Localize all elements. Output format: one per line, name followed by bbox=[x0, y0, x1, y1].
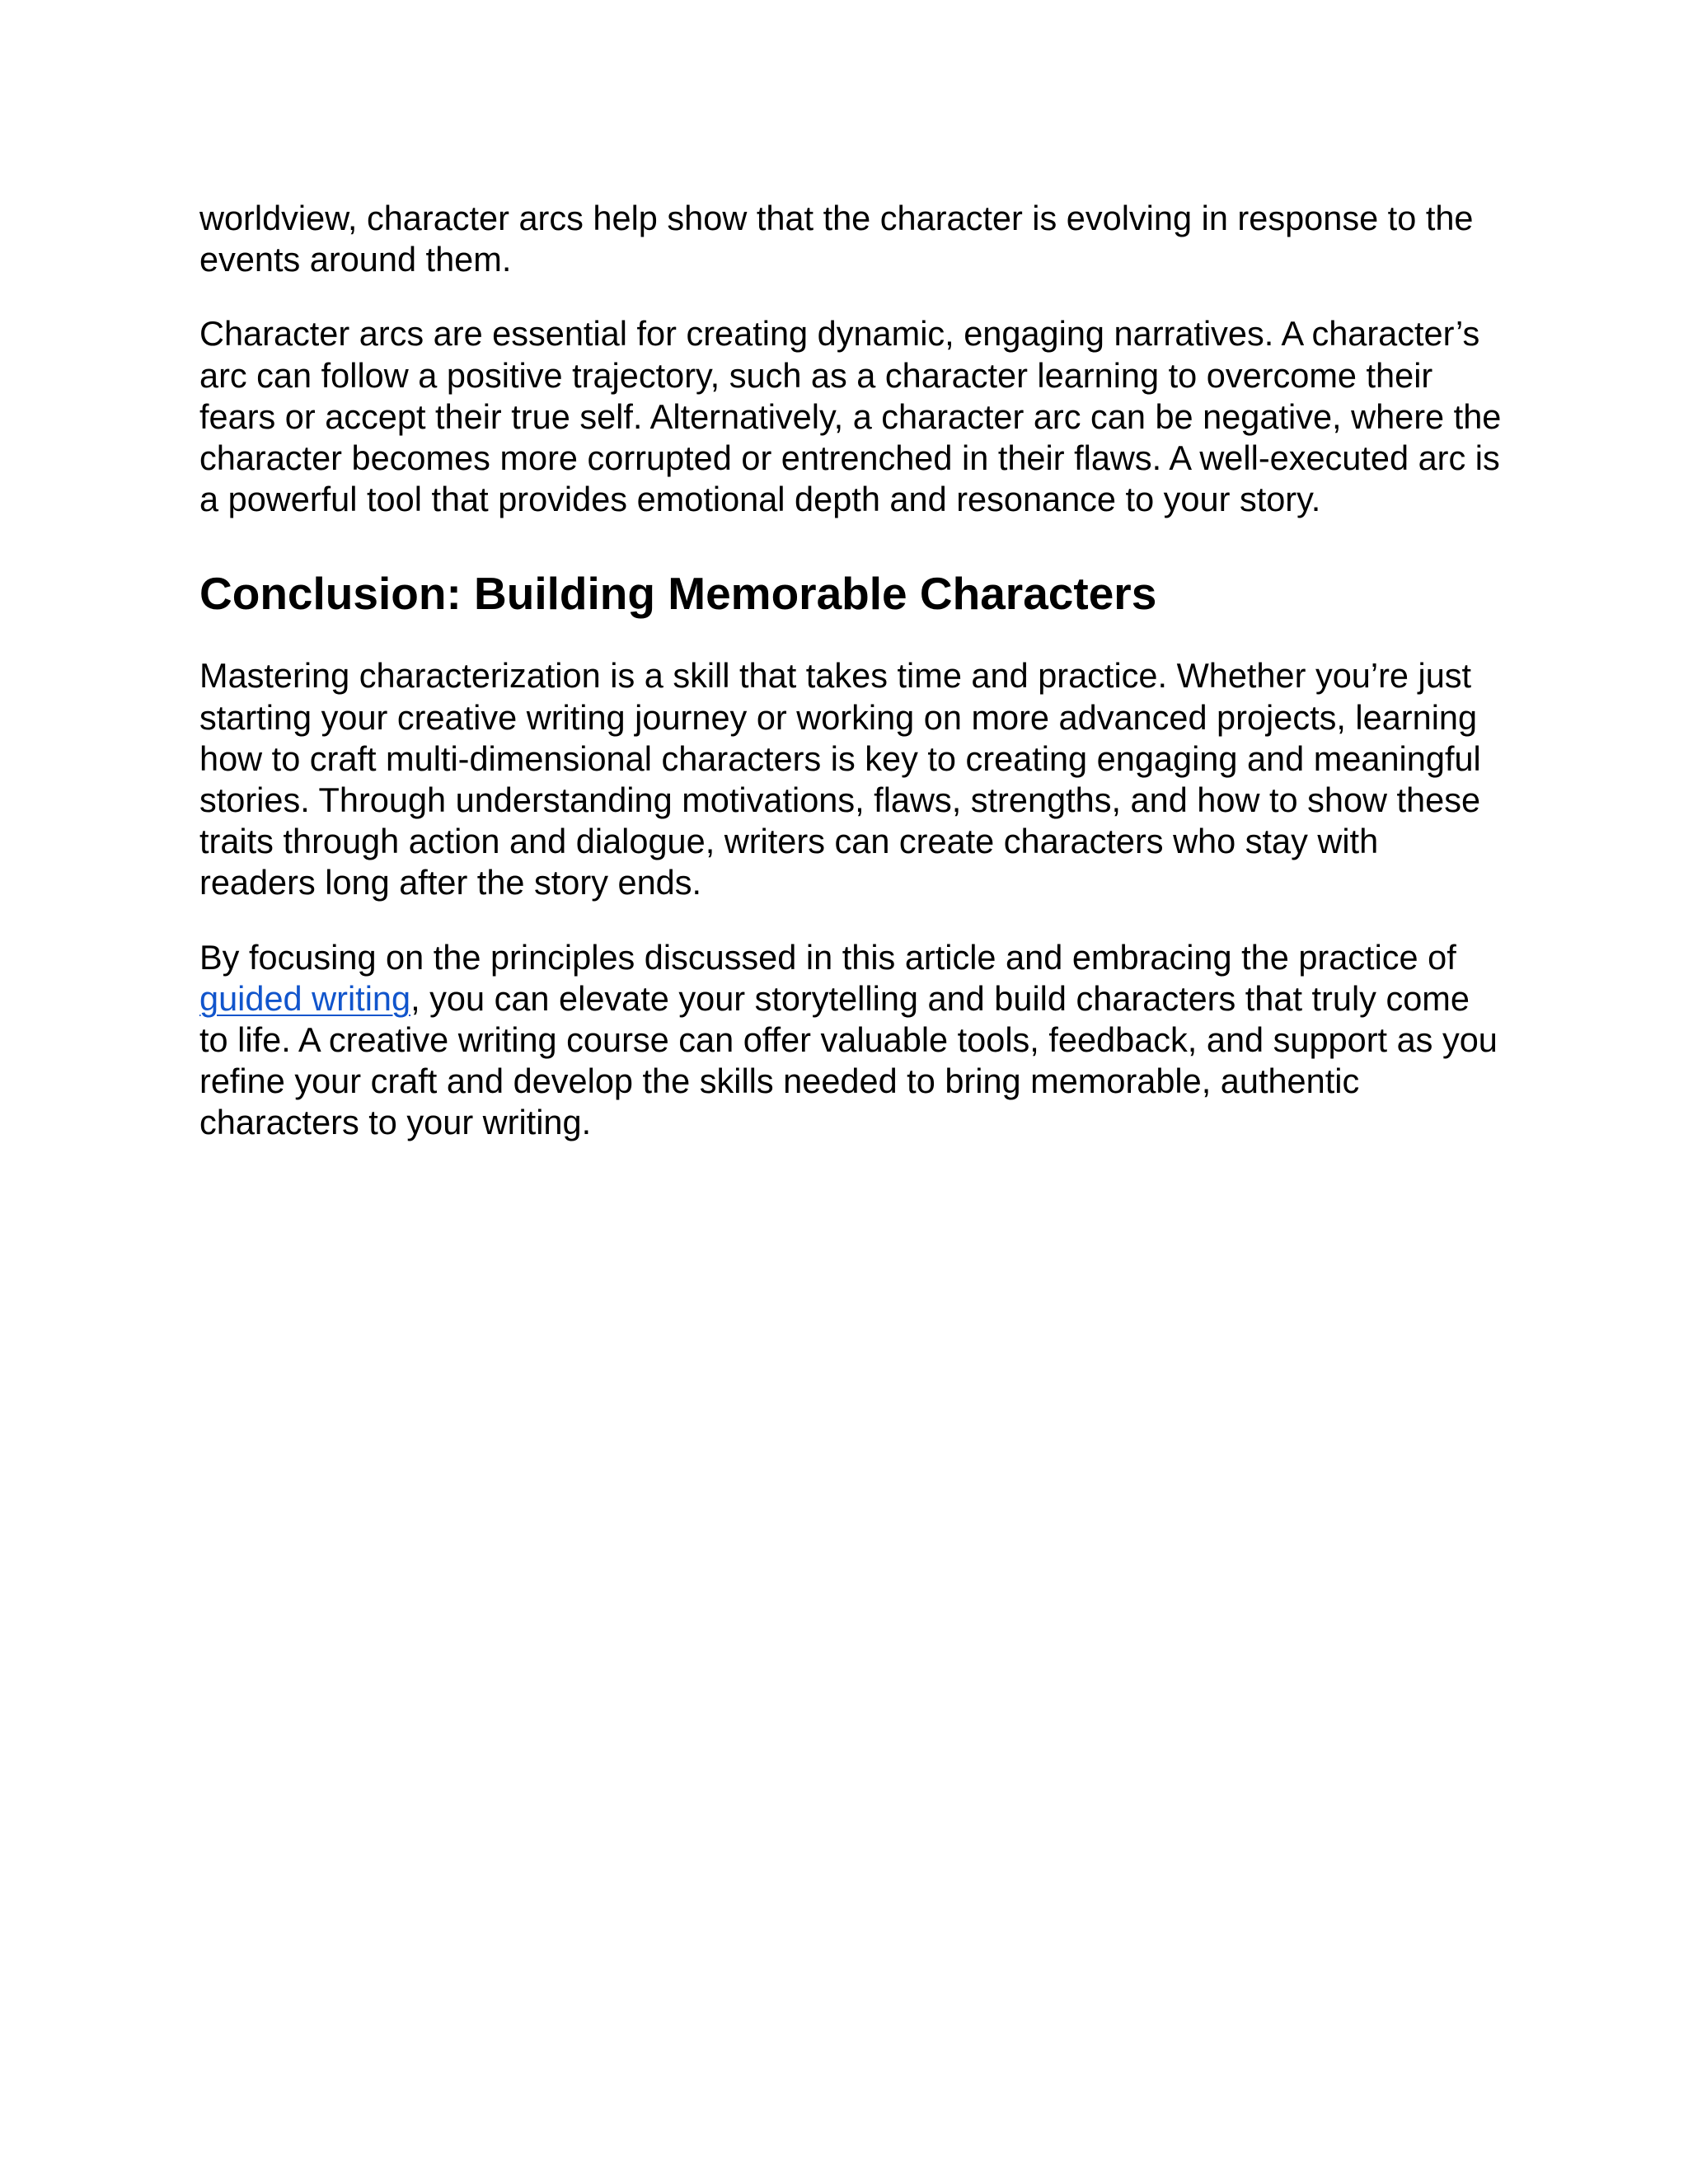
document-page bbox=[199, 198, 1502, 1144]
paragraph-guided-writing bbox=[199, 937, 1502, 1144]
guided-writing-link[interactable]: guided writing bbox=[199, 978, 411, 1018]
paragraph-character-arcs-essential: Character arcs are essential for creating dynamic, engaging narratives. A character’s arc can follow a positive trajectory, such as a character learning to overcome their fears or accept their true self. Alternatively, a character arc can be negative, where the character becomes more corrupted or entrenched in their flaws. A well-executed arc is a powerful tool that provides emotional depth and resonance to your story. bbox=[199, 314, 1502, 519]
paragraph-text-before-link: By focusing on the principles discussed in this article and embracing the practice of bbox=[199, 937, 1456, 977]
paragraph-mastering-characterization: Mastering characterization is a skill that takes time and practice. Whether you’re just starting your creative writing journey or working on more advanced projects, learning how to craft multi-dimensional characters is key to creating engaging and meaningful stories. Through understanding motivations, flaws, strengths, and how to show these traits through action and dialogue, writers can create characters who stay with readers long after the story ends. bbox=[199, 656, 1481, 902]
paragraph-text-after-link: , you can elevate your storytelling and build characters that truly come to life. A creative writing course can offer valuable tools, feedback, and support as you refine your craft and develop the skills needed to bring memorable, authentic characters to your writing. bbox=[199, 978, 1498, 1142]
section-heading-conclusion: Conclusion: Building Memorable Characters bbox=[199, 568, 1157, 620]
paragraph-character-arcs-intro: worldview, character arcs help show that the character is evolving in response to the events around them. bbox=[199, 199, 1474, 279]
